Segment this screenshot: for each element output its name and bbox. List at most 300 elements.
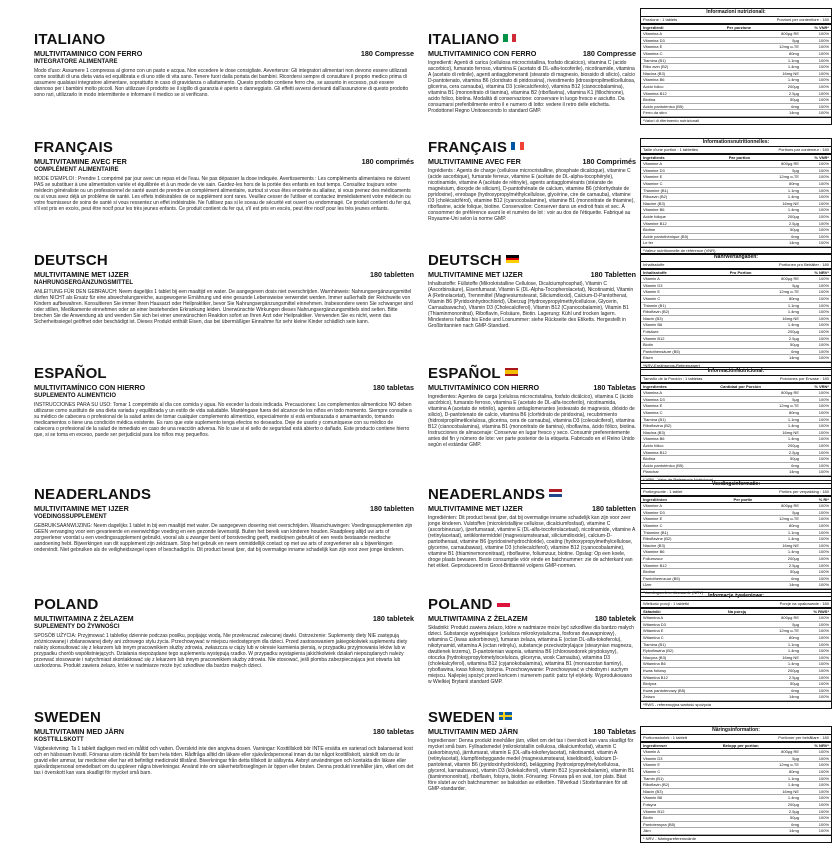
nutrient-percent: 100%: [818, 348, 829, 354]
ingredients-section: [428, 487, 636, 569]
tablet-count: 180 tabletek: [594, 614, 636, 623]
nutrient-amount: 5μg: [792, 282, 799, 288]
ingredients-text: Ingredientes: Agentes de carga (celulosa microcristalina, fosfato dicálcico), vitamina C (ácido ascórbico), fumarato ferroso, vitamina E (acetato de DL-alfa-tocoferilo), nicotinamida, vitamina A (acetato de retinilo), agentes antiaglomerantes (estearato de magnesio, dióxido de silicio), D-pantotenato de calcio, vitamina B6 (clorhidrato de piridoxina), recubrimiento (hidroxipropilmetilcelulosa, glicerina, cera de carnauba), vitamina D3 (colecalciferol), vitamina B12 (cianocobalamina), vitamina B1 (mononitrato de tiamina), riboflavina, ácido fólico, biotina. Instrucciones de almacenaje: Conservar en lugar fresco y seco. Consumir preferentemente antes del fin y número de lote: ver parte posterior de la etiqueta. Fabricado en el Reino Unido según el estándar GMP.: [428, 394, 636, 448]
nutrient-amount: 1.4mg: [787, 648, 799, 654]
table-row: [641, 694, 831, 701]
table-row: [641, 161, 831, 168]
nutrient-percent: 100%: [818, 674, 829, 680]
table-row: [641, 749, 831, 756]
nutrient-amount: 1.1mg: [787, 775, 799, 781]
table-row: [641, 390, 831, 397]
nutrient-amount: 80mg: [788, 295, 799, 301]
table-row: [641, 756, 831, 763]
product-name: MULTIVITAMÍNICO CON HIERRO: [34, 383, 146, 392]
table-row: [641, 628, 831, 635]
table-footnote: *Voedingsreferentiewaarde (NRV): [641, 589, 831, 596]
product-name: MULTIVITAMINE MET IJZER: [428, 504, 523, 513]
nutrient-amount: 12mg α-TE: [779, 762, 799, 768]
column-header-name: Składniki: [643, 608, 661, 614]
table-row: [641, 207, 831, 214]
tablet-count: 180 tabletek: [372, 614, 414, 623]
nutrient-percent: 100%: [818, 667, 829, 673]
ingredients-text: Ingredienti: Agenti di carica (cellulosa microcristallina, fosfato dicalcico), vitamina C (acido ascorbico), fumarato ferroso, vitamina E (acetato di DL-alfa-tocoferile), nicotinamide, vitamina A (acetato di retinile), agenti antiagglomeranti (stearato di magnesio, biossido di silicio), calcio D-pantotenato, vitamina B6 (cloridrato di piridossina), rivestimento (idrossipropilmetilcellulosa, glicerina, cera carnauba), vitamina D3 (colecalciferolo), vitamina B12 (cianocobalamina), vitamina B1 (mononitrato di tiamina), vitamina B2 (riboflavina), vitamina K1 (fillochinone), acido folico, biotina. Modalità di conservazione: conservare in luogo fresco e asciutto. Da consumarsi preferibilmente entro il e numero di lotto: vedere il retro delle etichetta. Prodottonel Regno Unitosecondo lo standard GMP.: [428, 60, 636, 114]
nutrient-name: Riboflavin (B2): [643, 309, 670, 315]
nutrient-percent: 100%: [818, 469, 829, 475]
ingredients-section: [428, 140, 636, 222]
usage-warnings-text: Modo d'uso: Assumere 1 compressa al giorno con un pasto e acqua. Non eccedere le dose consigliate. Avvertenze: Gli integratori alimentari non devono essere utilizzati come sostituti di una dieta varia ed equilibrata e di uno stile di vita sano. Tenere fuori dalla portata dei bambini. Ricordersi sempre di consultare il proprio medico prima di assumere qualsiasi integratore alimentare, soprattutto in caso di gravidanza o allattamento. Questo prodotto contiene ferro che, se assunto in eccesso, può essere dannoso per i bambini molto piccoli. Non utilizzare il prodotto se il sigillo di garanzia è aperto o danneggiato. Gli effetti avversi derivanti dall'assunzione di questo prodotto sono rari, utilizzarlo in modo intermittente e informare il medico se si verificano.: [34, 68, 409, 98]
usage-warnings-text: INSTRUCCIONES PARA SU USO: Tomar 1 comprimido al día con comida y agua. No exceder la dosis indicada. Precauciones: Los complementos alimenticios NO deben utilizarse como sustituto de una dieta variada y equilibrada y un estilo de vida saludable. Manténgase fuera del alcance de los niños en todo momento. Siempre consulte a su médico de cabecera o profesional de la salud antes de tomar cualquier complemento alimenticio, especialmente si está embarazada o amamantando, tomando medicamentos o tiene una condición médica existente. Es raro que este suplemento tenga efectos no deseados. Deje de usarlo y comuníquese con su médico de cabecera o profesional de la salud de inmediato en caso de una reacción adversa. No lo use si el sello de seguridad está abierto o dañado. Este producto contiene hierro que, si se toma en exceso, puede ser perjudicial para los niños muy pequeños.: [34, 402, 412, 438]
language-heading: SWEDEN: [34, 709, 102, 726]
nutrient-amount: 5μg: [792, 509, 799, 515]
language-section: [34, 140, 414, 212]
product-name: MULTIVITAMINE MET IJZER: [34, 270, 129, 279]
nutrient-amount: 14mg: [788, 240, 799, 246]
nutrient-name: Pantotheenzuur (B5): [643, 575, 680, 581]
nutrient-amount: 80mg: [788, 522, 799, 528]
column-header-name: Ingredienser: [643, 742, 668, 748]
product-subtitle: INTEGRATORE ALIMENTARE: [34, 59, 118, 65]
nutrient-amount: 1.4mg: [787, 795, 799, 801]
nutrient-name: Vitamina E: [643, 403, 663, 409]
servings-per-container: Porties per verpakking : 180: [779, 489, 829, 494]
product-line: [428, 49, 636, 58]
nutrient-percent: 100%: [818, 575, 829, 581]
product-name: MULTIVITAMIN MED JÄRN: [428, 727, 518, 736]
nutrient-percent: 100%: [818, 390, 829, 396]
table-header: [641, 25, 831, 32]
column-header-amount: Cantidad por Porción: [720, 383, 761, 389]
language-heading: NEADERLANDS: [428, 486, 546, 503]
column-header-name: Inhaltsstoffe: [643, 269, 667, 275]
nutrient-amount: 14mg: [788, 694, 799, 700]
tablet-count: 180 tabletten: [370, 504, 414, 513]
nutrient-name: Vitamina A: [643, 390, 663, 396]
nutrient-percent: 100%: [818, 409, 829, 415]
nutrient-percent: 100%: [818, 687, 829, 693]
table-row: [641, 423, 831, 430]
nutrient-amount: 6mg: [791, 575, 799, 581]
nutrient-name: Vitamina B12: [643, 449, 667, 455]
nutrient-name: Ácido fólico: [643, 442, 664, 448]
nutrient-amount: 16mg NE: [782, 654, 799, 660]
nutrient-name: Thiamine (B1): [643, 529, 669, 535]
nutrient-amount: 6mg: [791, 103, 799, 109]
product-name: MULTIVITAMINE AVEC FER: [428, 157, 521, 166]
serving-size: Portionsstorlek : 1 tablett: [643, 735, 688, 740]
servings-per-container: Porzioni per contenitore : 180: [776, 17, 829, 22]
nutrient-percent: 100%: [818, 167, 829, 173]
serving-info: [641, 601, 831, 609]
nutrient-name: Ribo avin (B2): [643, 64, 669, 70]
nutrient-amount: 50μg: [790, 815, 799, 821]
usage-warnings-text: SPOSÓB UŻYCIA: Przyjmować 1 tabletkę dziennie podczas posiłku, popijając wodą. Nie przekraczać zalecanej dawki. Ostrzeżenie: Suplementy diety NIE zastępują zróżnicowanej i zbilansowanej diety ani zdrowego stylu życia. Przechowywać w miejscu niedostępnym dla dzieci. Przed zastosowaniem jakiegokolwiek suplementu diety należy skonsultować się z lekarzem lub innym pracownikiem służby zdrowia, zwłaszcza w ciąży lub w okresie karmienia piersią, w przypadku przyjmowania leków lub w przypadku chorób współistniejących. Działania niepożądane tego suplementu występują rzadko. W przypadku wystąpienia jakichkolwiek działań niepożądanych należy przerwać stosowanie i natychmiast skontaktować się z lekarzem lub innym pracownikiem służby zdrowia. Nie stosować, jeśli plomba zabezpieczająca jest otwarta lub uszkodzona. Produkt zawiera żelazo, które w nadmiarze może być szkodliwe dla bardzo małych dzieci.: [34, 633, 408, 669]
nutrient-name: Niacin (B3): [643, 315, 663, 321]
tablet-count: 180 Tabletten: [590, 270, 636, 279]
nutrient-percent: 100%: [818, 462, 829, 468]
nutrient-percent: 100%: [818, 436, 829, 442]
product-line: [34, 49, 414, 58]
nutrient-amount: 1.4mg: [787, 207, 799, 213]
nutrient-amount: 200μg: [787, 801, 799, 807]
table-row: [641, 84, 831, 91]
nutrition-table-title: Nährwertangaben:: [641, 254, 831, 262]
ingredients-text: Ingrediënten: Dit product bevat ijzer, dat bij overmatige inname schadelijk kan zijn voor zeer jonge kinderen. Vulstoffen (microkristallijne cellulose, dicalciumfosfaat), vitamine C (ascorbinezuur), ijzerfumaraat, vitamine E (DL-alfa-tocoferolacetaat), nicotinamide, vitamine A (retinylacetaat), antiklontermiddel (magnesiumstearaat, siliciumdioxide), calcium-D-pantothenaat, vitamine B6 (pyridoxinehydrochloride), coating (hydroxypropylmethylcellulose, glycerine, carnaubawas), vitamine D3 (cholecalciferol), vitamine B12 (cyanocobalamine), vitamine B1 (thiaminemononitraat), riboflavine, foliumzuur, biotine. Opslag: Op een koele, droge plaats bewaren. Beste consumptie vóór einde en batchnummer: zie de achterkant van het etiket. Geproduceerd in Groot-Brittannië volgens GMP-normen.: [428, 515, 636, 569]
table-row: [641, 303, 831, 310]
table-header: [641, 497, 831, 504]
nutrient-name: Tiamina (B1): [643, 641, 666, 647]
nutrient-amount: 5μg: [792, 37, 799, 43]
nutrient-percent: 100%: [818, 801, 829, 807]
serving-size: Taille d'une portion : 1 tablettes: [643, 147, 699, 152]
nutrient-amount: 200μg: [787, 555, 799, 561]
product-line: [428, 270, 636, 279]
ingredients-section: [428, 597, 636, 685]
table-row: [641, 776, 831, 783]
nutrient-name: Biotine: [643, 227, 656, 233]
nutrient-amount: 1.4mg: [787, 309, 799, 315]
nutrition-table-title: Informationsnutritionnelles:: [641, 139, 831, 147]
column-header-amount: Par portion: [728, 154, 751, 160]
table-row: [641, 349, 831, 356]
ingredients-text: Inhaltsstoffe: Füllstoffe (Mikrokristalline Cellulose, Dicalciumphosphat), Vitamin C (Ascorbinsäure), Eisenfumarat, Vitamin E (DL-Alpha-Tocopherolacetat), Nicotinamid, Vitamin A (Retinolacetat), Trennmittel (Magnesiumstearat, Siliciumdioxid), Calcium-D-Pantothenat, Vitamin B6 (Pyridoxinhydrochlorid), Überzug (Hydroxypropylmethylcellulose, Glycerin, Carnaubawachs), Vitamin D3 (Cholecalciferol), Vitamin B12 (Cyanocobalamin), Vitamin B1 (Thiaminmononitrat), Riboflavin, Folsäure, Biotin. Lagerung: Kühl und trocken lagern. Mindestens haltbar bis Ende und Losnummer: siehe Rückseite des Etiketts. Hergestellt in Großbritannien nach GMP-Standard.: [428, 281, 634, 329]
table-row: [641, 309, 831, 316]
table-row: [641, 329, 831, 336]
nutrient-name: Vitamine B6: [643, 549, 665, 555]
nutrient-amount: 16mg NE: [782, 315, 799, 321]
nutrient-amount: 200μg: [787, 667, 799, 673]
nutrient-percent: 100%: [818, 815, 829, 821]
language-section: [34, 487, 414, 553]
table-row: [641, 661, 831, 668]
nutrient-name: Järn: [643, 828, 651, 834]
language-heading: ITALIANO: [428, 31, 500, 48]
table-row: [641, 289, 831, 296]
nutrient-percent: 100%: [818, 335, 829, 341]
nutrition-table-title: InformaciónNutricional:: [641, 368, 831, 376]
table-row: [641, 655, 831, 662]
table-row: [641, 240, 831, 247]
column-header-percent: % VNR*: [814, 24, 829, 30]
nutrient-name: Vitamina A: [643, 31, 663, 37]
table-row: [641, 51, 831, 58]
serving-info: [641, 17, 831, 25]
product-subtitle: SUPLEMENTO ALIMENTICIO: [34, 393, 117, 399]
flag-it-icon: [503, 34, 516, 42]
nutrient-amount: 16mg NE: [782, 200, 799, 206]
table-row: [641, 110, 831, 117]
nutrient-name: Biotina: [643, 456, 656, 462]
nutrient-percent: 100%: [818, 295, 829, 301]
nutrient-percent: 100%: [818, 628, 829, 634]
nutrition-table: [640, 8, 832, 125]
nutrient-name: Folsyra: [643, 801, 657, 807]
nutrient-amount: 5μg: [792, 755, 799, 761]
nutrient-name: Vitamine E: [643, 516, 663, 522]
language-heading: NEADERLANDS: [34, 486, 152, 503]
nutrient-name: Acide pantothénique (B5): [643, 233, 689, 239]
table-row: [641, 71, 831, 78]
nutrient-percent: 100%: [818, 615, 829, 621]
table-header: [641, 270, 831, 277]
nutrient-name: Biotyna: [643, 681, 657, 687]
nutrient-percent: 100%: [818, 522, 829, 528]
table-row: [641, 355, 831, 362]
nutrient-percent: 100%: [818, 322, 829, 328]
servings-per-container: Portioner per behållare : 180: [778, 735, 829, 740]
nutrient-name: Vitamin A: [643, 749, 660, 755]
nutrient-name: Vitamine B12: [643, 220, 667, 226]
nutrient-percent: 100%: [818, 775, 829, 781]
nutrient-name: Witamina B6: [643, 661, 666, 667]
product-name: MULTIVITAMIN MED JÄRN: [34, 727, 124, 736]
ingredients-section: [428, 32, 636, 114]
table-row: [641, 576, 831, 583]
column-header-amount: Per porzione: [726, 24, 751, 30]
tablet-count: 180 Tabletas: [593, 383, 636, 392]
nutrient-amount: 2.5μg: [788, 220, 799, 226]
column-header-percent: % VNR*: [814, 154, 829, 160]
table-row: [641, 342, 831, 349]
language-section: [34, 597, 414, 669]
nutrient-percent: 100%: [818, 654, 829, 660]
nutrient-name: Vitamin E: [643, 762, 661, 768]
tablet-count: 180 Tabletas: [593, 727, 636, 736]
table-row: [641, 417, 831, 424]
table-row: [641, 322, 831, 329]
nutrient-percent: 100%: [818, 542, 829, 548]
nutrient-percent: 100%: [818, 529, 829, 535]
table-row: [641, 815, 831, 822]
nutrient-amount: 2.5μg: [788, 808, 799, 814]
nutrient-name: Acido pantotenico (B5): [643, 103, 684, 109]
nutrient-percent: 100%: [818, 795, 829, 801]
tablet-count: 180 tabletas: [372, 727, 414, 736]
table-row: [641, 174, 831, 181]
nutrient-amount: 12mg α-TE: [779, 516, 799, 522]
serving-info: [641, 376, 831, 384]
nutrient-percent: 100%: [818, 103, 829, 109]
nutrient-percent: 100%: [818, 516, 829, 522]
nutrient-percent: 100%: [818, 207, 829, 213]
nutrient-percent: 100%: [818, 456, 829, 462]
nutrient-amount: 800μg RE: [781, 31, 799, 37]
column-header-name: Ingredientes: [643, 383, 667, 389]
table-row: [641, 530, 831, 537]
nutrient-amount: 12mg α-TE: [779, 289, 799, 295]
nutrient-amount: 1.4mg: [787, 549, 799, 555]
nutrient-name: Riboflavine (B2): [643, 536, 672, 542]
nutrient-percent: 100%: [818, 110, 829, 116]
nutrition-table: [640, 138, 832, 255]
table-row: [641, 221, 831, 228]
product-name: MULTIVITAMINE MET IJZER: [34, 504, 129, 513]
nutrient-amount: 14mg: [788, 110, 799, 116]
language-heading: POLAND: [428, 596, 493, 613]
nutrient-percent: 100%: [818, 44, 829, 50]
nutrient-percent: 100%: [818, 83, 829, 89]
nutrient-percent: 100%: [818, 549, 829, 555]
table-row: [641, 410, 831, 417]
nutrient-name: Le fer: [643, 240, 654, 246]
usage-warnings-text: MODE D'EMPLOI : Prendre 1 comprimé par jour avec un repas et de l'eau. Ne pas dépasser la dose indiquée. Avertissements : Les compléments alimentaires ne doivent PAS se substituer à une alimentation variée et équilibrée et à un mode de vie sain. Gardez-les hors de la portée des enfants en tout temps. Consultez toujours votre médecin généraliste ou un professionnel de santé avant de prendre un complément alimentaire, surtout si vous êtes enceinte ou allaitez, si vous prenez des médicaments ou si vous avez déjà un problème de santé. Les effets indésirables de ce supplément sont rares. Veuillez cesser de l'utiliser et contactez immédiatement votre médecin ou votre fournisseur de soins de santé si vous ressentez un effet indésirable. Ne l'utilisez pas si le sceau de sécurité est ouvert ou endommagé. Ce produit contient du fer qui, s'il est pris en excès, peut être nocif pour les très jeunes enfants. Ce produit contient du fer qui, s'il est pris en excès, peut être nocif pour les très jeunes enfants.: [34, 176, 412, 212]
ingredients-text: Ingrédients : Agents de charge (cellulose microcristalline, phosphate dicalcique), vitamine C (acide ascorbique), fumarate ferreux, vitamine E (acétate de DL-alpha-tocophéryle), nicotinamide, vitamine A (acétate de rétinyle), agents antiagglomérants (stéarate de magnésium, dioxyde de silicium), D-pantothénate de calcium, vitamine B6 (chlorhydrate de pyridoxine), enrobage (hydroxypropylméthylcellulose, glycérine, cire de carnauba), vitamine D3 (cholécalciférol), vitamine B12 (cyanocobalamine), vitamine B1 (mononitrate de thiamine), riboflavine, acide folique, biotine. Conservation: Conserver dans un endroit frais et sec. À consommer de préférence avant le et numéro de lot : voir au dos de l'étiquette. Fabriqué au Royaume-Uni selon la norme GMP.: [428, 168, 635, 222]
nutrient-percent: 100%: [818, 429, 829, 435]
serving-info: [641, 489, 831, 497]
nutrient-amount: 16mg NE: [782, 70, 799, 76]
table-row: [641, 569, 831, 576]
serving-size: Portiegrootte : 1 tablet: [643, 489, 683, 494]
table-row: [641, 802, 831, 809]
language-section: [34, 366, 414, 438]
nutrient-name: Vitamina D3: [643, 396, 665, 402]
tablet-count: 180 Compresse: [582, 49, 636, 58]
nutrition-table: [640, 367, 832, 484]
nutrient-percent: 100%: [818, 681, 829, 687]
table-row: [641, 38, 831, 45]
nutrient-name: Vitamin D3: [643, 755, 663, 761]
nutrient-percent: 100%: [818, 90, 829, 96]
product-line: [34, 270, 414, 279]
nutrient-name: Vitamine A: [643, 503, 663, 509]
nutrient-amount: 1.1mg: [787, 529, 799, 535]
nutrient-name: Vitamina B6: [643, 77, 665, 83]
nutrient-amount: 5μg: [792, 167, 799, 173]
nutrient-amount: 16mg NE: [782, 542, 799, 548]
tablet-count: 180 tabletten: [592, 504, 636, 513]
nutrient-name: Vitamin C: [643, 768, 661, 774]
nutrient-name: Vitamine D3: [643, 509, 665, 515]
nutrient-percent: 100%: [818, 64, 829, 70]
language-heading-row: [428, 253, 636, 269]
table-row: [641, 543, 831, 550]
nutrient-amount: 1.1mg: [787, 416, 799, 422]
language-heading: DEUTSCH: [428, 252, 502, 269]
servings-per-container: Portions par conteneur : 180: [778, 147, 829, 152]
usage-warnings-text: Vägbeskrivning: Ta 1 tablett dagligen med en måltid och vatten. Överskrid inte den angivna dosen. Varningar: Kosttillskott bör INTE ersätta en varierad och balanserad kost och en hälsosam livsstil. Förvaras utom räckhåll för barn hela tiden. Rådfråga alltid din läkare eller sjukvårdspersonal innan du tar något kosttillskott, särskilt om du är gravid eller ammar, tar mediciner eller har ett befintligt medicinskt tillstånd. Biverkningar från detta tillskott är sällsynta. Avbryt användningen och kontakta din läkare eller sjukvårdspersonal omedelbart om du upplever några biverkningar. Använd inte om säkerhetsförseglingen är öppen eller bruten. Denna produkt innehåller järn, vilket om det tas i överskott kan vara skadligt för mycket små barn.: [34, 746, 414, 776]
column-header-name: Ingrédients: [643, 154, 665, 160]
product-subtitle: NAHRUNGSERGÄNZUNGSMITTEL: [34, 280, 133, 286]
nutrient-name: Żelazo: [643, 694, 656, 700]
table-row: [641, 549, 831, 556]
table-row: [641, 188, 831, 195]
table-row: [641, 44, 831, 51]
serving-size: Tamaño de la Porción : 1 tabletas: [643, 376, 703, 381]
serving-size: Porzione : 1 tablets: [643, 17, 678, 22]
language-heading-row: [428, 366, 636, 382]
nutrition-table: [640, 592, 832, 709]
flag-es-icon: [505, 368, 518, 376]
nutrient-amount: 50μg: [790, 342, 799, 348]
nutrient-name: Thiamin (B1): [643, 302, 666, 308]
nutrient-percent: 100%: [818, 31, 829, 37]
product-name: MULTIWITAMINA Z ŻELAZEM: [34, 614, 134, 623]
nutrient-amount: 800μg RE: [781, 161, 799, 167]
nutrient-amount: 50μg: [790, 681, 799, 687]
product-name: MULTIVITAMINICO CON FERRO: [428, 49, 537, 58]
language-heading-row: [428, 140, 636, 156]
nutrient-percent: 100%: [818, 77, 829, 83]
ingredients-section: [428, 710, 636, 792]
serving-info: [641, 735, 831, 743]
nutrient-amount: 2.5μg: [788, 674, 799, 680]
nutrient-percent: 100%: [818, 309, 829, 315]
tablet-count: 180 tabletas: [372, 383, 414, 392]
nutrient-name: Vitamin B12: [643, 808, 665, 814]
nutrient-amount: 12mg α-TE: [779, 403, 799, 409]
nutrient-percent: 100%: [818, 555, 829, 561]
column-header-percent: % RWS*: [813, 608, 829, 614]
nutrient-percent: 100%: [818, 187, 829, 193]
nutrient-amount: 6mg: [791, 233, 799, 239]
nutrient-name: Acide folique: [643, 213, 666, 219]
nutrient-percent: 100%: [818, 233, 829, 239]
nutrient-amount: 800μg RE: [781, 390, 799, 396]
table-row: [641, 635, 831, 642]
nutrient-percent: 100%: [818, 315, 829, 321]
nutrient-amount: 5μg: [792, 396, 799, 402]
nutrient-name: Planchar: [643, 469, 659, 475]
table-row: [641, 510, 831, 517]
nutrient-name: Eisen: [643, 355, 654, 361]
nutrient-percent: 100%: [818, 749, 829, 755]
product-line: [34, 383, 414, 392]
nutrient-name: Biotine: [643, 569, 656, 575]
table-footnote: *Valeur nutritionnelle de référence (VNR): [641, 247, 831, 254]
table-header: [641, 155, 831, 162]
nutrient-name: Ryboflawina (B2): [643, 648, 674, 654]
table-row: [641, 181, 831, 188]
nutrient-name: IJzer: [643, 582, 652, 588]
nutrient-name: Tiamin (B1): [643, 775, 664, 781]
nutrient-name: Kwas foliowy: [643, 667, 667, 673]
nutrient-amount: 1.4mg: [787, 64, 799, 70]
nutrient-percent: 100%: [818, 220, 829, 226]
column-header-percent: % NRV*: [814, 742, 829, 748]
nutrient-amount: 14mg: [788, 469, 799, 475]
language-heading: FRANÇAIS: [428, 139, 508, 156]
nutrient-percent: 100%: [818, 788, 829, 794]
product-line: [34, 727, 414, 736]
table-row: [641, 795, 831, 802]
nutrient-percent: 100%: [818, 161, 829, 167]
nutrient-name: Niacine (B3): [643, 200, 666, 206]
nutrient-amount: 80mg: [788, 634, 799, 640]
usage-warnings-text: GEBRUIKSAANWIJZING: Neem dagelijks 1 tablet in bij een maaltijd met water. De aangegeven dosering niet overschrijden. Waarschuwingen: Voedingssupplementen zijn GEEN vervanging voor een gevarieerde en evenwichtige voeding en een gezonde levensstijl. Buiten het bereik van kinderen houden. Raadpleeg altijd uw arts of zorgverlener voordat u een voedingssupplement gebruikt, vooral als u zwanger bent of borstvoeding geeft, medicijnen gebruikt of een reeds bestaande medische aandoening hebt. Bijwerkingen van dit supplement zijn zeldzaam. Stop het gebruik en neem onmiddellijk contact op met uw arts of zorgverlener als u bijwerkingen ondervindt. Niet gebruiken als de veiligheidszegel open of beschadigd is. Dit product bevat ijzer, dat bij overmatige inname schadelijk kan zijn voor zeer jonge kinderen.: [34, 523, 413, 553]
product-subtitle: VOEDINGSSUPPLEMENT: [34, 514, 107, 520]
nutrient-percent: 100%: [818, 536, 829, 542]
nutrient-amount: 1.1mg: [787, 57, 799, 63]
table-row: [641, 168, 831, 175]
nutrient-amount: 50μg: [790, 97, 799, 103]
nutrient-percent: 100%: [818, 180, 829, 186]
nutrient-amount: 2.5μg: [788, 449, 799, 455]
nutrient-name: Biotin: [643, 342, 654, 348]
nutrient-percent: 100%: [818, 503, 829, 509]
nutrient-amount: 50μg: [790, 227, 799, 233]
table-row: [641, 58, 831, 65]
nutrient-amount: 2.5μg: [788, 335, 799, 341]
nutrient-percent: 100%: [818, 449, 829, 455]
nutrient-amount: 1.1mg: [787, 641, 799, 647]
nutrient-amount: 1.4mg: [787, 661, 799, 667]
nutrient-name: Riboflavina (B2): [643, 423, 672, 429]
nutrient-percent: 100%: [818, 396, 829, 402]
nutrition-table-title: Informacje żywieniowe:: [641, 593, 831, 601]
nutrient-percent: 100%: [818, 174, 829, 180]
table-row: [641, 436, 831, 443]
nutrient-name: Vitamin E: [643, 289, 661, 295]
table-row: [641, 523, 831, 530]
